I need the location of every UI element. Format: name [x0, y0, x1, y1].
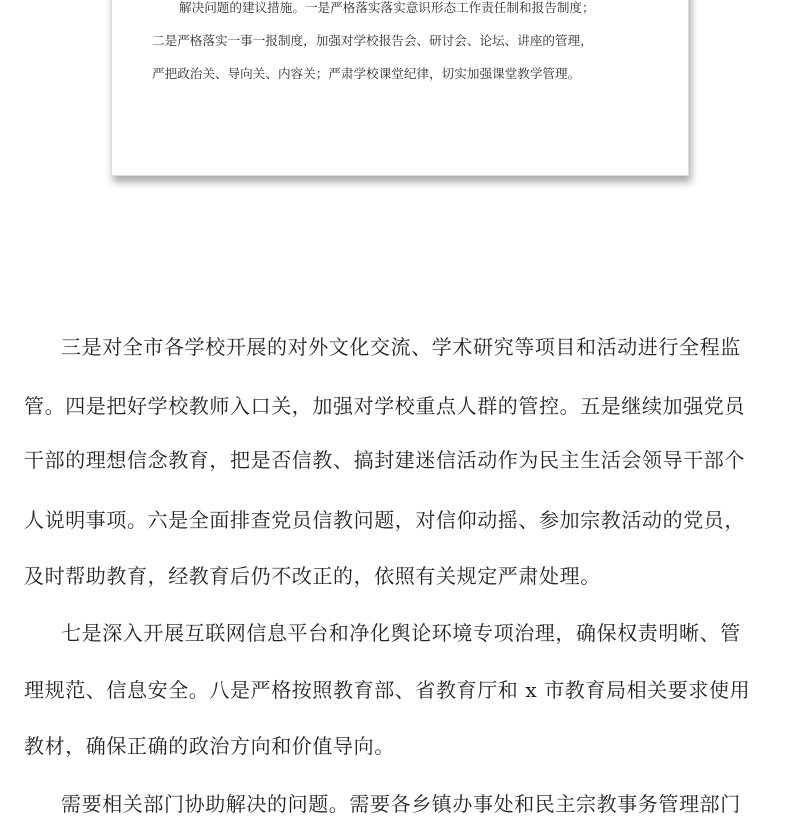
body-line-2: 管。四是把好学校教师入口关，加强对学校重点人群的管控。五是继续加强党员: [24, 394, 745, 418]
card-line-3: 二是严格落实一事一报制度，加强对学校报告会、研讨会、论坛、讲座的管理，: [152, 33, 593, 48]
body-line-8: 教材，确保正确的政治方向和价值导向。: [24, 734, 395, 758]
body-line-4: 人说明事项。六是全面排查党员信教问题，对信仰动摇、参加宗教活动的党员，: [24, 508, 745, 532]
card-line-4: 严把政治关、导向关、内容关；严肃学校课堂纪律，切实加强课堂教学管理。: [152, 66, 581, 81]
body-line-7: 理规范、信息安全。八是严格按照教育部、省教育厅和 x 市教育局相关要求使用: [24, 678, 751, 702]
document-preview-card: [111, 0, 689, 176]
body-line-9: 需要相关部门协助解决的问题。需要各乡镇办事处和民主宗教事务管理部门: [61, 792, 741, 816]
body-line-5: 及时帮助教育，经教育后仍不改正的，依照有关规定严肃处理。: [24, 564, 601, 588]
body-line-1: 三是对全市各学校开展的对外文化交流、学术研究等项目和活动进行全程监: [61, 335, 741, 359]
card-line-2: 解决问题的建议措施。一是严格落实落实意识形态工作责任制和报告制度；: [179, 0, 595, 15]
body-line-3: 干部的理想信念教育，把是否信教、搞封建迷信活动作为民主生活会领导干部个: [24, 448, 745, 472]
body-line-6: 七是深入开展互联网信息平台和净化舆论环境专项治理，确保权责明晰、管: [61, 621, 741, 645]
